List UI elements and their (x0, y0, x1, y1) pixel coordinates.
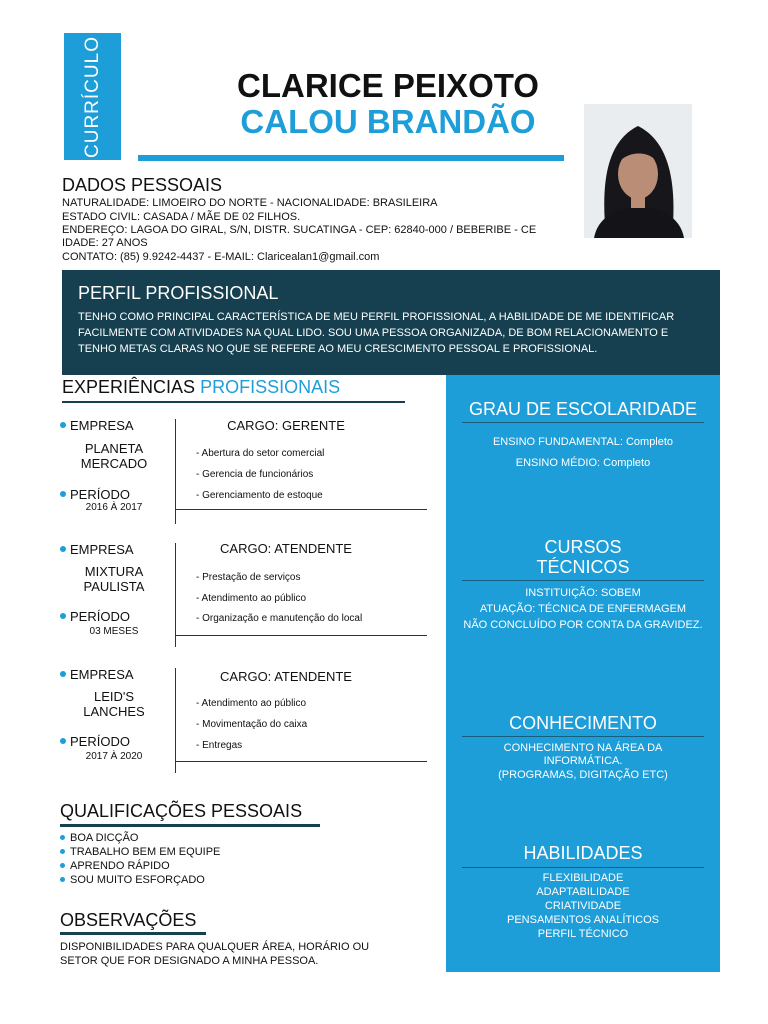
dp-contato: CONTATO: (85) 9.9242-4437 - E-MAIL: Claricealan1@gmail.com (62, 251, 380, 263)
cursos-line: INSTITUIÇÃO: SOBEM (525, 587, 641, 599)
observacoes-rule (60, 932, 206, 935)
cursos-line: NÃO CONCLUÍDO POR CONTA DA GRAVIDEZ. (463, 619, 703, 631)
periodo-label: PERÍODO (60, 609, 130, 624)
name-line-1: CLARICE PEIXOTO (237, 67, 539, 104)
dados-pessoais-title: DADOS PESSOAIS (62, 175, 223, 195)
conhecimento-line: CONHECIMENTO NA ÁREA DA (503, 742, 663, 754)
habilidades-title: HABILIDADES (523, 843, 643, 863)
experiencias-title-part1: EXPERIÊNCIAS (62, 377, 196, 397)
company-name: LEID'S (93, 689, 135, 704)
observacoes-text: DISPONIBILIDADES PARA QUALQUER ÁREA, HORÁRIO OU SETOR QUE FOR DESIGNADO A MINHA PESSOA. (60, 941, 370, 967)
person-silhouette-icon (584, 104, 692, 238)
job-period: 2016 À 2017 (85, 502, 143, 513)
perfil-text: TENHO COMO PRINCIPAL CARACTERÍSTICA DE MEU PERFIL PROFISSIONAL, A HABILIDADE DE ME IDENTIFICAR FACILMENTE COM ATIVIDADES NA QUAL LIDO. SOU UMA PESSOA ORGANIZADA, DE BOM RELACIONAMENTO E TENHO METAS CLARAS NO QUE SE REFERE AO MEU CRESCIMENTO PESSOAL E PROFISSIONAL. (78, 311, 675, 355)
conhecimento-line: INFORMÁTICA. (543, 755, 623, 767)
cursos-title-1: CURSOS (544, 537, 622, 557)
job-separator (175, 761, 427, 762)
habilidade-item: ADAPTABILIDADE (536, 886, 630, 898)
cursos-title-2: TÉCNICOS (536, 557, 630, 577)
job-separator (175, 635, 427, 636)
qualificacao-item: APRENDO RÁPIDO (60, 860, 170, 872)
job-cargo: CARGO: GERENTE (227, 418, 345, 433)
curriculo-tag (64, 33, 121, 160)
escolaridade-line: ENSINO MÉDIO: Completo (515, 457, 651, 469)
job-task: - Movimentação do caixa (196, 719, 308, 730)
escolaridade-line: ENSINO FUNDAMENTAL: Completo (492, 436, 674, 448)
qualificacao-item: BOA DICÇÃO (60, 832, 138, 844)
job-task: - Abertura do setor comercial (196, 448, 325, 459)
conhecimento-rule (462, 736, 704, 737)
empresa-label: EMPRESA (60, 418, 134, 433)
habilidade-item: PENSAMENTOS ANALÍTICOS (506, 914, 659, 926)
job-task: - Atendimento ao público (196, 593, 307, 604)
experiencias-title (62, 377, 340, 398)
qualificacao-item: SOU MUITO ESFORÇADO (60, 874, 205, 886)
escolaridade-rule (462, 422, 704, 423)
periodo-label: PERÍODO (60, 487, 130, 502)
company-name: MERCADO (80, 456, 148, 471)
cursos-line: ATUAÇÃO: TÉCNICA DE ENFERMAGEM (479, 603, 687, 615)
job-task: - Gerencia de funcionários (196, 469, 314, 480)
experiencias-title-part2: PROFISSIONAIS (200, 377, 341, 397)
qualificacoes-rule (60, 824, 320, 827)
name-line-2: CALOU BRANDÃO (240, 103, 536, 140)
profile-photo (584, 104, 692, 238)
job-task: - Entregas (196, 740, 243, 751)
job-separator (175, 509, 427, 510)
experiencias-rule (62, 401, 405, 403)
dp-endereco: ENDEREÇO: LAGOA DO GIRAL, S/N, DISTR. SUCATINGA - CEP: 62840-000 / BEBERIBE - CE (62, 224, 537, 236)
company-name: PAULISTA (83, 579, 145, 594)
dp-idade: IDADE: 27 ANOS (62, 237, 148, 249)
empresa-label: EMPRESA (60, 542, 134, 557)
job-cargo: CARGO: ATENDENTE (220, 541, 352, 556)
habilidade-item: CRIATIVIDADE (544, 900, 622, 912)
cursos-rule (462, 580, 704, 581)
job-task: - Prestação de serviços (196, 572, 301, 583)
conhecimento-line: (PROGRAMAS, DIGITAÇÃO ETC) (498, 769, 668, 781)
job-period: 03 MESES (89, 626, 139, 637)
job-cargo: CARGO: ATENDENTE (220, 669, 352, 684)
company-name: MIXTURA (84, 564, 144, 579)
habilidade-item: PERFIL TÉCNICO (537, 928, 629, 940)
job-task: - Gerenciamento de estoque (196, 490, 323, 501)
dp-estado-civil: ESTADO CIVIL: CASADA / MÃE DE 02 FILHOS. (62, 211, 301, 223)
company-name: PLANETA (84, 441, 144, 456)
qualificacoes-title: QUALIFICAÇÕES PESSOAIS (60, 801, 303, 821)
empresa-label: EMPRESA (60, 667, 134, 682)
right-column (446, 375, 720, 972)
escolaridade-title: GRAU DE ESCOLARIDADE (468, 399, 698, 419)
observacoes-title: OBSERVAÇÕES (60, 910, 197, 930)
perfil-profissional-box (62, 270, 720, 375)
company-name: LANCHES (83, 704, 145, 719)
habilidades-rule (462, 867, 704, 868)
job-divider (175, 543, 176, 647)
periodo-label: PERÍODO (60, 734, 130, 749)
qualificacao-item: TRABALHO BEM EM EQUIPE (60, 846, 220, 858)
conhecimento-title: CONHECIMENTO (509, 713, 657, 733)
perfil-title: PERFIL PROFISSIONAL (78, 283, 279, 303)
curriculo-tag-label: CURRÍCULO (81, 35, 103, 158)
habilidade-item: FLEXIBILIDADE (542, 872, 624, 884)
job-task: - Organização e manutenção do local (196, 613, 363, 624)
job-task: - Atendimento ao público (196, 698, 307, 709)
dp-naturalidade: NATURALIDADE: LIMOEIRO DO NORTE - NACIONALIDADE: BRASILEIRA (62, 197, 438, 209)
name-underline (138, 155, 564, 161)
job-period: 2017 À 2020 (85, 751, 143, 762)
